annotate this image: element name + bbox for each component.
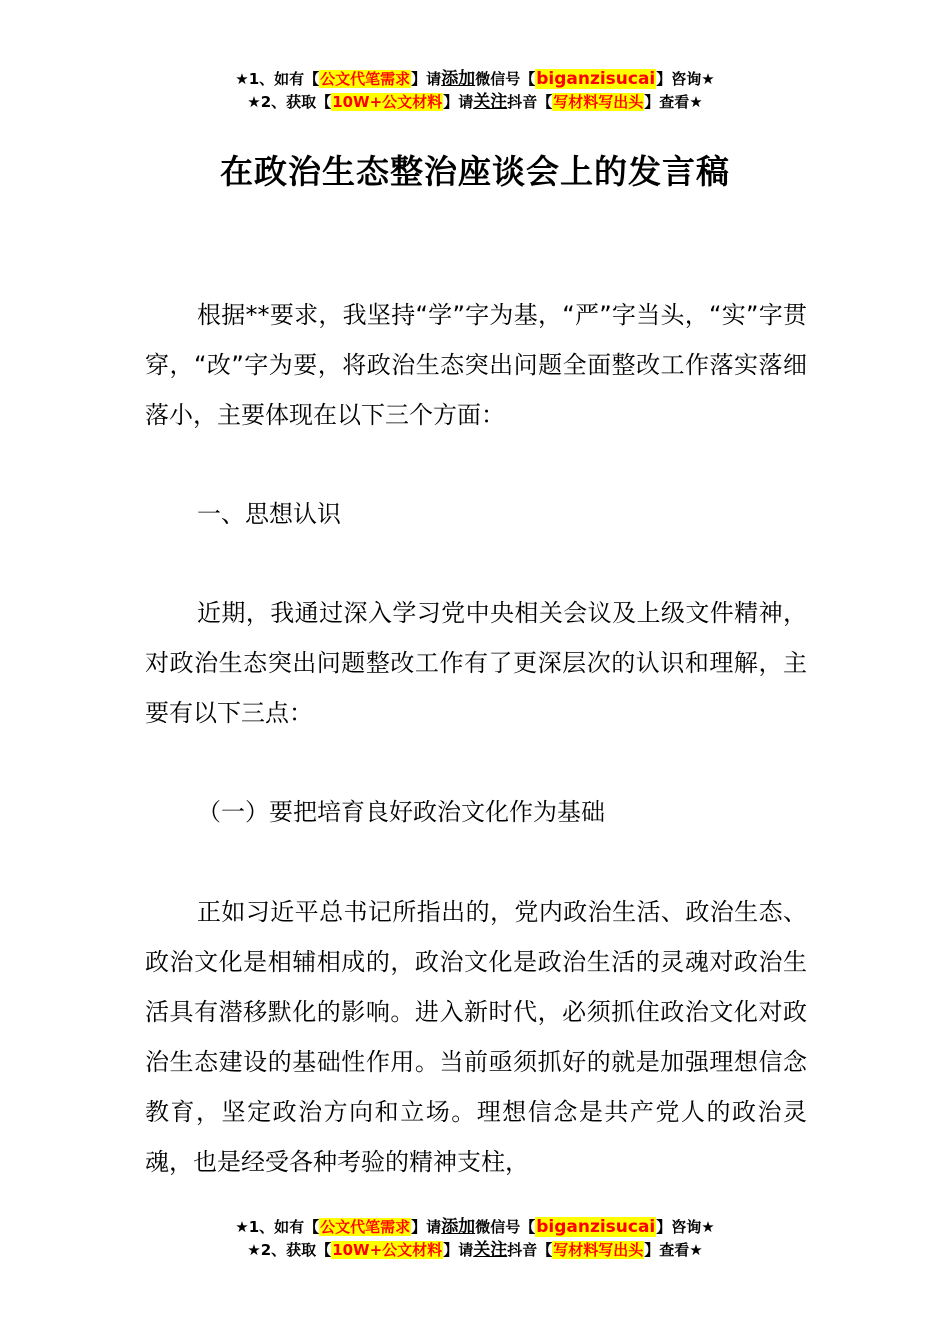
banner-text: 】咨询★: [656, 70, 715, 88]
banner-text: 】请: [443, 93, 474, 111]
banner-underline: 添加: [441, 69, 476, 89]
banner-highlight: biganzisucai: [536, 1217, 656, 1237]
banner-underline: 关注: [473, 1240, 508, 1260]
header-banner: [0, 68, 950, 114]
subsection-heading: （一）要把培育良好政治文化作为基础: [197, 798, 605, 826]
body-paragraph: 根据**要求，我坚持“学”字为基，“严”字当头，“实”字贯穿，“改”字为要，将政治生态突出问题全面整改工作落实落细落小，主要体现在以下三个方面：: [145, 301, 807, 429]
banner-text: ★1、如有【: [235, 70, 320, 88]
body-paragraph: 近期，我通过深入学习党中央相关会议及上级文件精神，对政治生态突出问题整改工作有了更深层次的认识和理解，主要有以下三点：: [145, 599, 807, 727]
banner-line-1: [0, 68, 950, 91]
banner-highlight: biganzisucai: [536, 69, 656, 89]
banner-text: 】查看★: [644, 93, 703, 111]
banner-highlight: 公文代笔需求: [320, 70, 411, 88]
banner-highlight: 10W+公文材料: [332, 93, 443, 111]
banner-text: 抖音【: [507, 1241, 553, 1259]
banner-text: 】请: [411, 1218, 442, 1236]
banner-highlight: 公文代笔需求: [320, 1218, 411, 1236]
footer-banner: [0, 1216, 950, 1262]
banner-line-1: [0, 1216, 950, 1239]
banner-text: 微信号【: [475, 1218, 536, 1236]
banner-highlight: 写材料写出头: [553, 1241, 644, 1259]
banner-highlight: 写材料写出头: [553, 93, 644, 111]
section-heading: 一、思想认识: [197, 500, 341, 528]
banner-underline: 关注: [473, 92, 508, 112]
banner-text: 】咨询★: [656, 1218, 715, 1236]
banner-text: 】查看★: [644, 1241, 703, 1259]
banner-line-2: [0, 1239, 950, 1262]
banner-text: ★2、获取【: [247, 93, 332, 111]
banner-text: 抖音【: [507, 93, 553, 111]
banner-text: ★1、如有【: [235, 1218, 320, 1236]
banner-text: 】请: [443, 1241, 474, 1259]
banner-text: 微信号【: [475, 70, 536, 88]
banner-text: 】请: [411, 70, 442, 88]
banner-text: ★2、获取【: [247, 1241, 332, 1259]
banner-underline: 添加: [441, 1217, 476, 1237]
body-paragraph: 正如习近平总书记所指出的，党内政治生活、政治生态、政治文化是相辅相成的，政治文化是政治生活的灵魂对政治生活具有潜移默化的影响。进入新时代，必须抓住政治文化对政治生态建设的基础性作用。当前亟须抓好的就是加强理想信念教育，坚定政治方向和立场。理想信念是共产党人的政治灵魂，也是经受各种考验的精神支柱，: [145, 898, 807, 1176]
document-title: 在政治生态整治座谈会上的发言稿: [220, 152, 730, 191]
banner-highlight: 10W+公文材料: [332, 1241, 443, 1259]
banner-line-2: [0, 91, 950, 114]
